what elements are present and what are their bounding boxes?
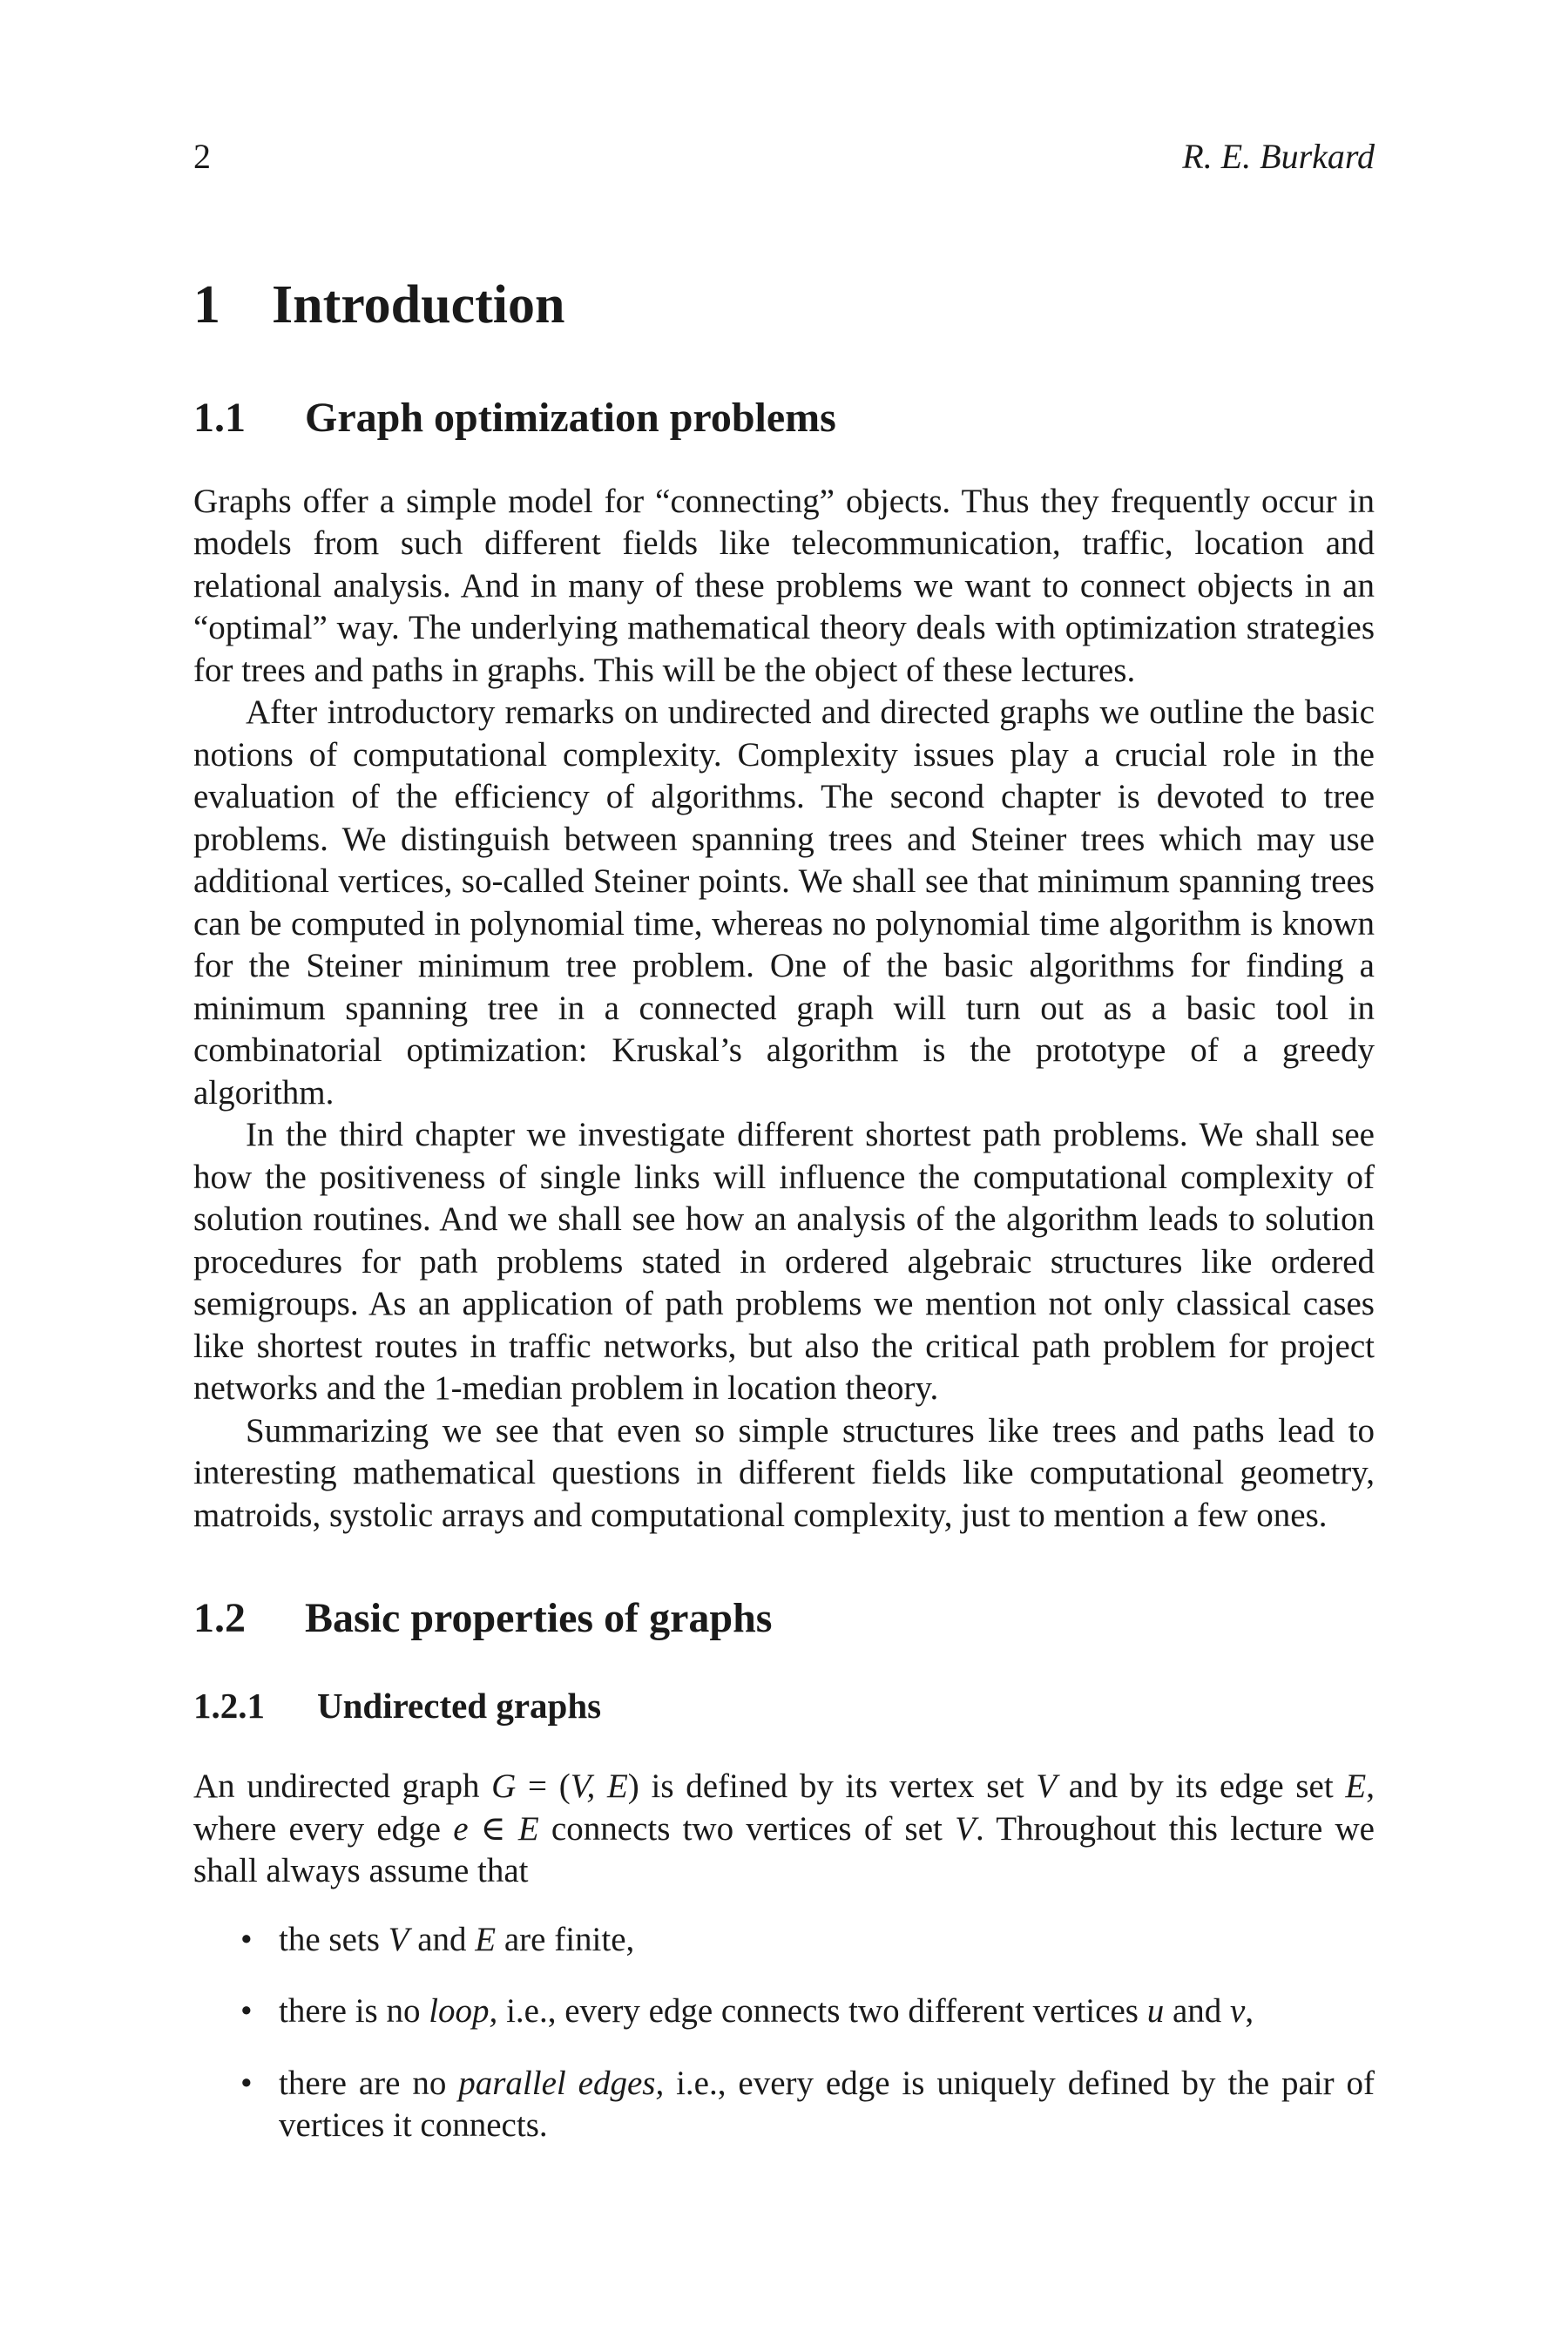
page-number: 2 <box>193 137 211 176</box>
definition-paragraph: An undirected graph G = (V, E) is defined by its vertex set V and by its edge set E, where every edge e ∈ E connects two vertices of set V. Throughout this lecture we shall always assume that <box>193 1767 1375 1890</box>
bullet-icon: • <box>240 1992 253 2031</box>
paragraph-4: Summarizing we see that even so simple structures like trees and paths lead to interesting mathematical questions in different fields like computational geometry, matroids, systolic arrays and computational complexity, just to mention a few ones. <box>193 1411 1375 1534</box>
paper-page <box>193 131 1375 2177</box>
subsection-title-text: Undirected graphs <box>317 1686 602 1727</box>
paragraph-1: Graphs offer a simple model for “connecting” objects. Thus they frequently occur in models from such different fields like telecommunication, traffic, location and relational analysis. And in many of these problems we want to connect objects in an “optimal” way. The underlying mathematical theory deals with optimization strategies for trees and paths in graphs. This will be the object of these lectures. <box>193 482 1375 689</box>
running-head <box>193 131 1375 183</box>
bullet-icon: • <box>240 2064 253 2102</box>
section-title-1-1 <box>193 390 1375 446</box>
paragraph-2: After introductory remarks on undirected and directed graphs we outline the basic notions of computational complexity. Complexity issues play a crucial role in the evaluation of the efficiency of algorithms. The second chapter is devoted to tree problems. We distinguish between spanning trees and Steiner trees which may use additional vertices, so-called Steiner points. We shall see that minimum spanning trees can be computed in polynomial time, whereas no polynomial time algorithm is known for the Steiner minimum tree problem. One of the basic algorithms for finding a minimum spanning tree in a connected graph will turn out as a basic tool in combinatorial optimization: Kruskal’s algorithm is the prototype of a greedy algorithm. <box>193 693 1375 1112</box>
section-number: 1.1 <box>193 395 246 441</box>
assumptions-list <box>193 1919 1375 2147</box>
subsection-number: 1.2.1 <box>193 1686 265 1727</box>
section-title-text: Graph optimization problems <box>305 395 836 441</box>
list-item: • there are no parallel edges, i.e., every edge is uniquely defined by the pair of vertices it connects. <box>240 2064 1375 2145</box>
section-title-1-2 <box>193 1591 1375 1646</box>
running-author: R. E. Burkard <box>1182 137 1375 176</box>
paragraph-3: In the third chapter we investigate different shortest path problems. We shall see how the positiveness of single links will influence the computational complexity of solution routines. And we shall see how an analysis of the algorithm leads to solution procedures for path problems stated in ordered algebraic structures like ordered semigroups. As an application of path problems we mention not only classical cases like shortest routes in traffic networks, but also the critical path problem for project networks and the 1-median problem in location theory. <box>193 1116 1375 1408</box>
chapter-number: 1 <box>193 275 220 335</box>
subsection-title-1-2-1 <box>193 1681 1375 1730</box>
list-item: • the sets V and E are finite, <box>279 1919 1375 1962</box>
chapter-title-text: Introduction <box>272 275 565 335</box>
section-title-text: Basic properties of graphs <box>305 1595 773 1642</box>
chapter-title <box>193 270 1375 340</box>
bullet-icon: • <box>240 1920 253 1958</box>
list-item: • there is no loop, i.e., every edge connects two different vertices u and v, <box>279 1990 1375 2033</box>
section-number: 1.2 <box>193 1595 246 1642</box>
